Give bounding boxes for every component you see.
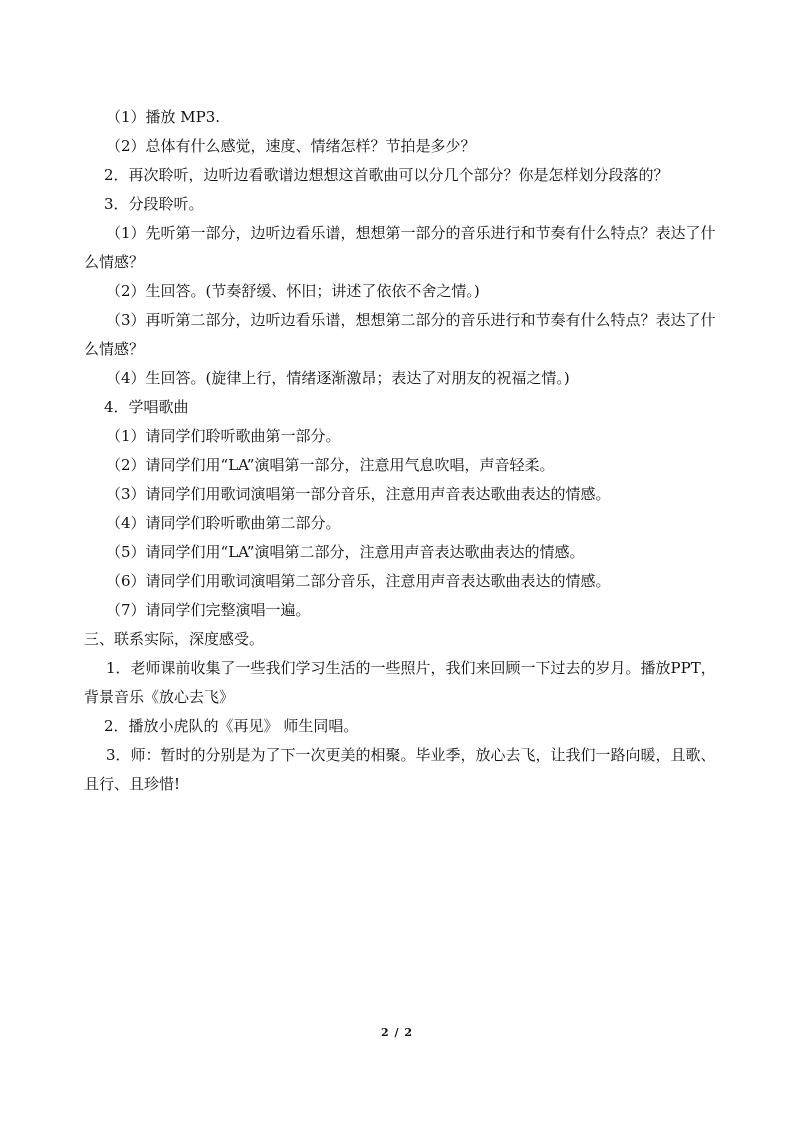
step-item: （1）请同学们聆听歌曲第一部分。	[106, 427, 341, 445]
document-body	[84, 103, 724, 799]
numbered-paragraph: 3．师：暂时的分别是为了下一次更美的相聚。毕业季，放心去飞，让我们一路向暖，且歌、且行、且珍惜!	[84, 746, 716, 793]
step-item: （2）总体有什么感觉，速度、情绪怎样？节拍是多少？	[106, 137, 476, 155]
step-item: （6）请同学们用歌词演唱第二部分音乐，注意用声音表达歌曲表达的情感。	[106, 572, 611, 590]
step-item: （2）生回答。(节奏舒缓、怀旧；讲述了依依不舍之情。)	[106, 282, 480, 300]
step-item: （7）请同学们完整演唱一遍。	[106, 601, 311, 619]
numbered-item: 4．学唱歌曲	[104, 398, 189, 416]
step-item: （2）请同学们用“LA”演唱第一部分，注意用气息吹唱，声音轻柔。	[106, 456, 555, 474]
section-heading: 三、联系实际，深度感受。	[84, 630, 265, 648]
page-number: 2 / 2	[381, 1026, 413, 1039]
step-paragraph: （3）再听第二部分，边听边看乐谱，想想第二部分的音乐进行和节奏有什么特点？表达了什么情感？	[84, 311, 716, 358]
numbered-item: 3．分段聆听。	[104, 195, 204, 213]
step-item: （5）请同学们用“LA”演唱第二部分，注意用声音表达歌曲表达的情感。	[106, 543, 585, 561]
step-item: （1）播放 MP3.	[106, 108, 221, 126]
numbered-item: 2．再次聆听，边听边看歌谱边想想这首歌曲可以分几个部分？你是怎样划分段落的？	[104, 166, 669, 184]
numbered-paragraph: 1．老师课前收集了一些我们学习生活的一些照片，我们来回顾一下过去的岁月。播放PPT，背景音乐《放心去飞》	[84, 659, 716, 706]
step-item: （4）生回答。(旋律上行，情绪逐渐激昂；表达了对朋友的祝福之情。)	[106, 369, 570, 387]
numbered-item: 2．播放小虎队的《再见》 师生同唱。	[104, 717, 359, 735]
step-item: （3）请同学们用歌词演唱第一部分音乐，注意用声音表达歌曲表达的情感。	[106, 485, 611, 503]
step-paragraph: （1）先听第一部分，边听边看乐谱，想想第一部分的音乐进行和节奏有什么特点？表达了什么情感？	[84, 224, 716, 271]
step-item: （4）请同学们聆听歌曲第二部分。	[106, 514, 341, 532]
